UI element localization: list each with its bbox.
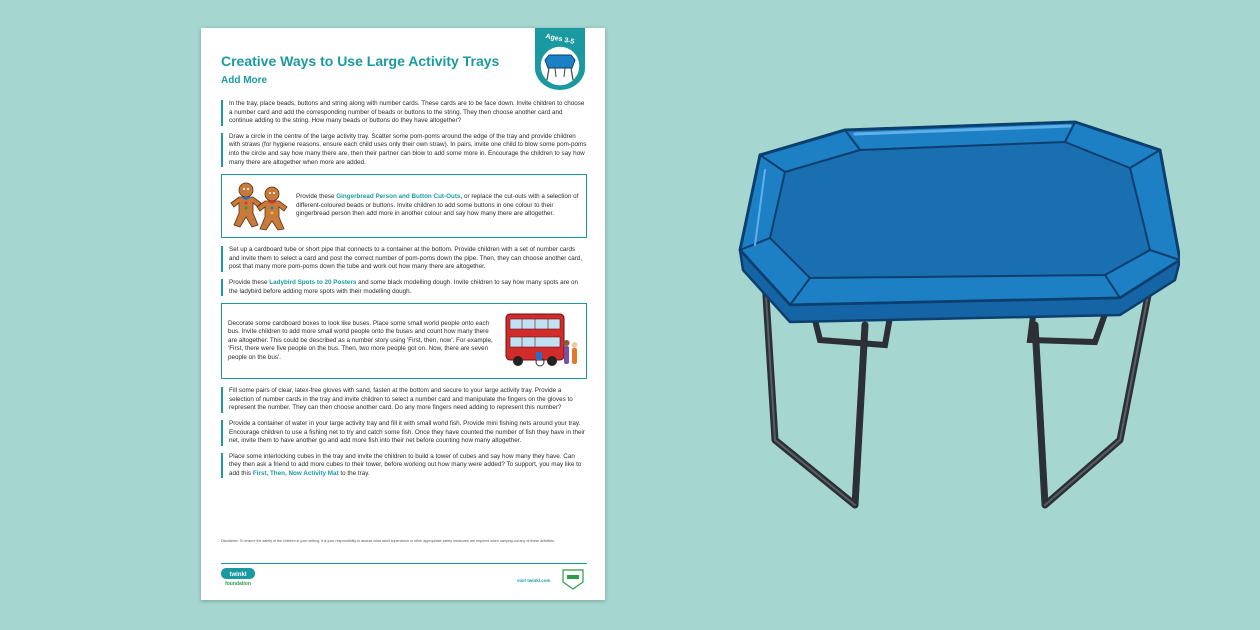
age-badge-icon	[535, 28, 585, 90]
footer-badge-icon	[561, 568, 585, 590]
ladybird-text-post: and some black modelling dough. Invite children to say how many spots are on the ladybird before adding more spots with their modelling dough.	[229, 278, 578, 295]
paragraph-beads: In the tray, place beads, buttons and string along with number cards. These cards are to be face down. Invite children to choose a number card and add the corresponding number of beads or buttons to the string. They then choose another card and continue adding to the string. How many beads or buttons do they have altogether?	[221, 100, 587, 126]
footer-divider	[221, 563, 587, 564]
bus-box	[221, 303, 587, 379]
gingerbread-people-icon	[228, 181, 292, 231]
logo-text: twinkl	[229, 572, 247, 578]
activity-sheet	[201, 28, 605, 600]
gingerbread-text-pre: Provide these	[296, 193, 337, 201]
gingerbread-link[interactable]: Gingerbread Person and Button Cut-Outs	[336, 193, 461, 201]
footer-url[interactable]: visit twinkl.com	[517, 578, 551, 583]
cubes-link[interactable]: First, Then, Now Activity Mat	[252, 469, 339, 477]
twinkl-logo-icon	[221, 568, 255, 588]
cubes-text-post: to the tray.	[338, 469, 370, 477]
activity-tray-icon	[735, 110, 1180, 520]
paragraph-pom-poms: Draw a circle in the centre of the large activity tray. Scatter some pom-poms around the edge of the tray and provide children with straws (for hygiene reasons, ensure each child uses only their own straw). In pairs, invite one child to blow some pom-poms into the circle and say how many there are, then their partner can blow to add some more in. Encourage the children to say how many there are altogether when more are added.	[221, 133, 587, 167]
activity-content	[221, 100, 587, 485]
ladybird-text-pre: Provide these	[229, 278, 270, 286]
gingerbread-text-post: , or replace the cut-outs with a selection of different-coloured beads or buttons. Invite children to add some buttons in one colour to their gingerbread person then add more in another colour and say how many there are altogether.	[296, 193, 579, 218]
paragraph-tube: Set up a cardboard tube or short pipe that connects to a container at the bottom. Provide children with a set of number cards and invite them to select a card and post the correct number of pom-poms down the pipe. Then, they can choose another card, post that many more pom-poms down the tube and work out how many there are altogether.	[221, 246, 587, 272]
paragraph-ladybird	[221, 279, 587, 296]
cubes-text-pre: Place some interlocking cubes in the tray and invite the children to build a tower of cubes and say how many they have. Can they then ask a friend to add more cubes to their tower, before working out how many were added? To support, you may like to add this	[229, 452, 582, 477]
logo-sub: foundation	[225, 581, 251, 587]
disclaimer: Disclaimer: To ensure the safety of the children in your setting, it is your responsibility to assess what adult supervision or other appropriate safety measures are required when carrying out any of these activities.	[221, 539, 555, 543]
paragraph-gloves: Fill some pairs of clear, latex-free gloves with sand, fasten at the bottom and secure to your large activity tray. Provide a selection of number cards in the tray and invite children to select a number card and manipulate the fingers on the gloves to represent the number. They can then choose another card. Do any more fingers need adding to represent this number?	[221, 387, 587, 413]
gingerbread-box	[221, 174, 587, 238]
bus-text: Decorate some cardboard boxes to look like buses. Place some small world people onto each bus. Invite children to add more small world people onto the buses and count how many there are altogether. This could be described as a number story using 'First, then, now'. For example, 'First, there were five people on the bus. Then, two more people got on. Now, there are seven people on the bus'.	[228, 319, 493, 362]
paragraph-fish: Provide a container of water in your large activity tray and fill it with small world fish. Provide mini fishing nets around your tray. Encourage children to use a fishing net to try and catch some fish. Once they have counted the number of fish they have in their net, invite them to have another go and add more fish into their net before counting how many altogether.	[221, 420, 587, 446]
page-subtitle: Add More	[221, 75, 268, 86]
bus-icon	[502, 310, 580, 372]
age-badge-text: Ages 3-5	[544, 33, 575, 46]
gingerbread-text	[296, 193, 580, 219]
paragraph-cubes	[221, 453, 587, 479]
page-title: Creative Ways to Use Large Activity Trays	[221, 53, 500, 69]
ladybird-link[interactable]: Ladybird Spots to 20 Posters	[269, 278, 357, 286]
